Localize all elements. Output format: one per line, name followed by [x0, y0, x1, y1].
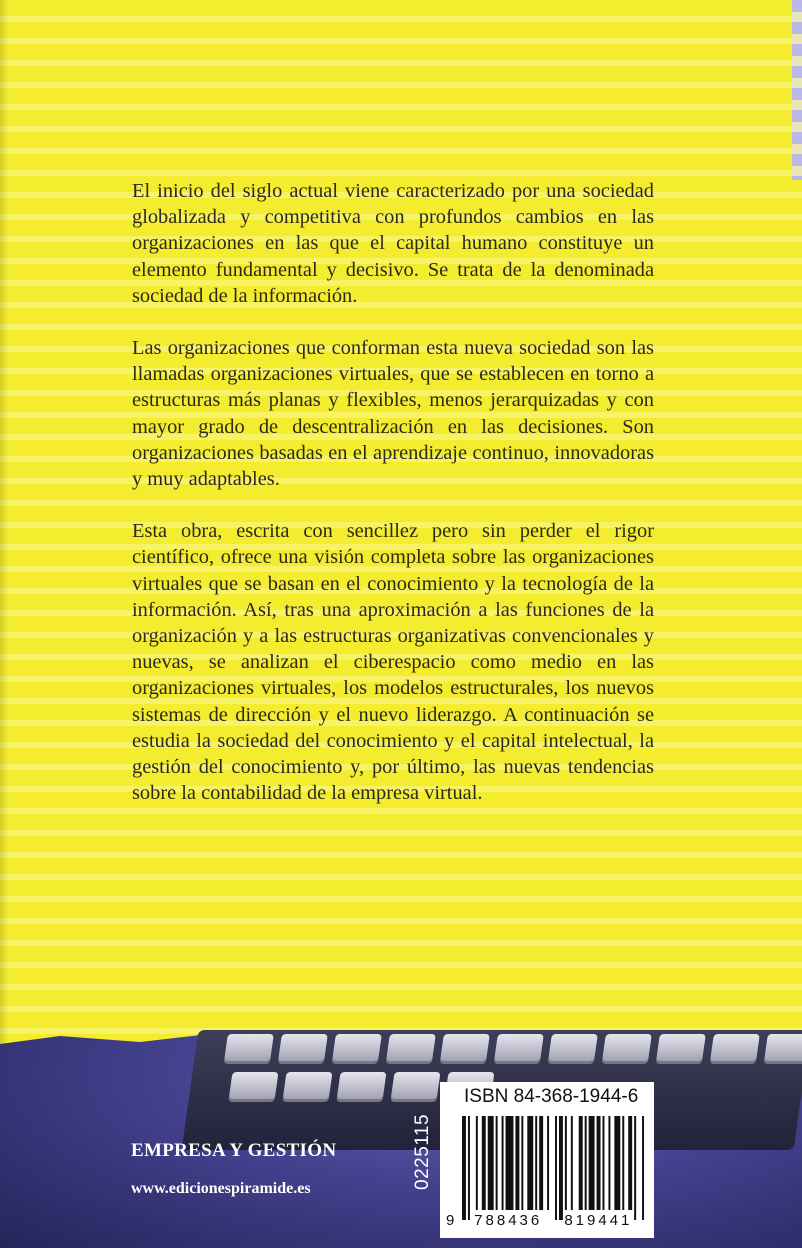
back-cover-blurb	[132, 178, 654, 832]
barcode-bar	[515, 1116, 519, 1210]
blurb-paragraph-1: El inicio del siglo actual viene caracterizado por una sociedad globalizada y competitiva con profundos cambios en las organizaciones en las que el capital humano constituye un elemento fundamental y decisivo. Se trata de la denominada sociedad de la información.	[132, 180, 654, 307]
barcode-bar	[597, 1116, 601, 1210]
barcode-bar	[502, 1116, 504, 1210]
barcode-bars	[462, 1116, 648, 1220]
barcode-bar	[622, 1116, 624, 1210]
barcode-bar	[496, 1116, 498, 1210]
barcode-bar	[585, 1116, 587, 1210]
blurb-paragraph-3: Esta obra, escrita con sencillez pero sin perder el rigor científico, ofrece una visión completa sobre las organizaciones virtuales que se basan en el conocimiento y la tecnología de la información. Así, tras una aproximación a las funciones de la organización y a las estructuras organizativas convencionales y nuevas, se analizan el ciberespacio como medio en las organizaciones virtuales, los modelos estructurales, los nuevos sistemas de dirección y el nuevo liderazgo. A continuación se estudia la sociedad del conocimiento y el capital intelectual, la gestión del conocimiento y, por último, las nuevas tendencias sobre la contabilidad de la empresa virtual.	[132, 520, 654, 805]
publisher-website: www.edicionespiramide.es	[131, 1180, 311, 1197]
isbn-number: ISBN 84-368-1944-6	[464, 1086, 639, 1107]
barcode-bar	[468, 1116, 470, 1220]
barcode-bar	[642, 1116, 644, 1220]
barcode-bar	[565, 1116, 567, 1210]
barcode-digit-group-left: 788436	[474, 1212, 543, 1229]
blurb-paragraph-2: Las organizaciones que conforman esta nueva sociedad son las llamadas organizaciones virtuales, que se establecen en torno a estructuras más planas y flexibles, menos jerarquizadas y con mayor grado de descentralización en las decisiones. Son organizaciones basadas en el aprendizaje continuo, innovadoras y muy adaptables.	[132, 337, 654, 491]
barcode-bar	[527, 1116, 533, 1210]
barcode-bar	[579, 1116, 583, 1210]
barcode-bar	[614, 1116, 620, 1210]
barcode-bar	[634, 1116, 636, 1220]
barcode-bar	[535, 1116, 537, 1210]
barcode-bar	[589, 1116, 595, 1210]
barcode-bar	[602, 1116, 604, 1210]
barcode-bar	[559, 1116, 563, 1220]
product-code: 0225115	[412, 1113, 433, 1190]
barcode-bar	[547, 1116, 549, 1210]
barcode-bar	[482, 1116, 486, 1210]
barcode-bar	[628, 1116, 632, 1210]
barcode-bar	[476, 1116, 478, 1210]
barcode-label	[440, 1082, 654, 1238]
barcode-bar	[462, 1116, 466, 1220]
barcode-bar	[571, 1116, 573, 1210]
spine-edge	[792, 0, 802, 180]
barcode-bar	[521, 1116, 523, 1210]
barcode-bar	[488, 1116, 494, 1210]
barcode-bar	[539, 1116, 543, 1210]
barcode-bar	[608, 1116, 610, 1210]
barcode-bar	[506, 1116, 514, 1210]
barcode-digit-group-right: 819441	[564, 1212, 633, 1229]
barcode-digits	[446, 1212, 632, 1229]
barcode-bar	[555, 1116, 557, 1220]
series-title: EMPRESA Y GESTIÓN	[131, 1140, 337, 1161]
barcode-digit-prefix: 9	[446, 1212, 455, 1229]
